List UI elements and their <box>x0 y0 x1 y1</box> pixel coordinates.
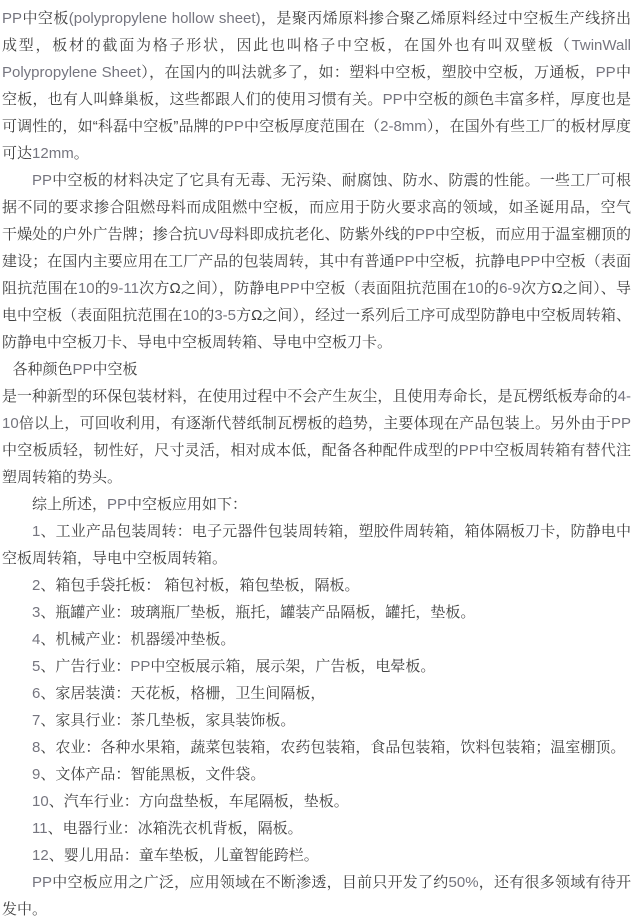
list-item-12: 12、婴儿用品：童车垫板，儿童智能跨栏。 <box>32 847 319 864</box>
list-item-1: 1、工业产品包装周转：电子元器件包装周转箱，塑胶件周转箱，箱体隔板刀卡，防静电中空板周转箱，导电中空板周转箱。 <box>2 523 631 567</box>
subheading-colors: 各种颜色PP中空板 <box>12 361 138 378</box>
paragraph-eco: 是一种新型的环保包装材料，在使用过程中不会产生灰尘，且使用寿命长，是瓦楞纸板寿命的4-10倍以上，可回收利用，有逐渐代替纸制瓦楞板的趋势，主要体现在产品包装上。另外由于PP中空板质轻，韧性好，尺寸灵活，相对成本低，配备各种配件成型的PP中空板周转箱有替代注塑周转箱的势头。 <box>2 388 631 486</box>
paragraph-intro: PP中空板(polypropylene hollow sheet)，是聚丙烯原料掺合聚乙烯原料经过中空板生产线挤出成型，板材的截面为格子形状，因此也叫格子中空板，在国外也有叫双壁板（TwinWall Polypropylene Sheet），在国内的叫法就多了，如：塑料中空板，塑胶中空板，万通板，PP中空板，也有人叫蜂巢板，这些都跟人们的使用习惯有关。PP中空板的颜色丰富多样，厚度也是可调性的，如“科磊中空板”品牌的PP中空板厚度范围在（2-8mm），在国外有些工厂的板材厚度可达12mm。 <box>2 10 631 162</box>
list-item-7: 7、家具行业：茶几垫板，家具装饰板。 <box>32 712 296 729</box>
paragraph-summary-lead: 综上所述，PP中空板应用如下： <box>32 496 248 513</box>
list-item-9: 9、文体产品：智能黑板，文件袋。 <box>32 766 266 783</box>
list-item-3: 3、瓶罐产业：玻璃瓶厂垫板，瓶托，罐装产品隔板，罐托，垫板。 <box>32 604 476 621</box>
list-item-5: 5、广告行业：PP中空板展示箱，展示架，广告板，电晕板。 <box>32 658 436 675</box>
list-item-11: 11、电器行业：冰箱洗衣机背板，隔板。 <box>32 820 303 837</box>
paragraph-material: PP中空板的材料决定了它具有无毒、无污染、耐腐蚀、防水、防震的性能。一些工厂可根据不同的要求掺合阻燃母料而成阻燃中空板，而应用于防火要求高的领域，如圣诞用品，空气干燥处的户外广告牌；掺合抗UV母料即成抗老化、防紫外线的PP中空板，而应用于温室棚顶的建设；在国内主要应用在工厂产品的包装周转，其中有普通PP中空板，抗静电PP中空板（表面阻抗范围在10的9-11次方Ω之间），防静电PP中空板（表面阻抗范围在10的6-9次方Ω之间）、导电中空板（表面阻抗范围在10的3-5方Ω之间），经过一系列后工序可成型防静电中空板周转箱、防静电中空板刀卡、导电中空板周转箱、导电中空板刀卡。 <box>2 172 631 351</box>
paragraph-closing: PP中空板应用之广泛，应用领域在不断渗透，目前只开发了约50%，还有很多领域有待开发中。 <box>2 874 631 918</box>
list-item-6: 6、家居装潢：天花板，格栅，卫生间隔板， <box>32 685 326 702</box>
list-item-8: 8、农业：各种水果箱，蔬菜包装箱，农药包装箱，食品包装箱，饮料包装箱；温室棚顶。 <box>32 739 626 756</box>
list-item-10: 10、汽车行业：方向盘垫板，车尾隔板，垫板。 <box>32 793 349 810</box>
list-item-4: 4、机械产业：机器缓冲垫板。 <box>32 631 236 648</box>
list-item-2: 2、箱包手袋托板： 箱包衬板，箱包垫板，隔板。 <box>32 577 360 594</box>
